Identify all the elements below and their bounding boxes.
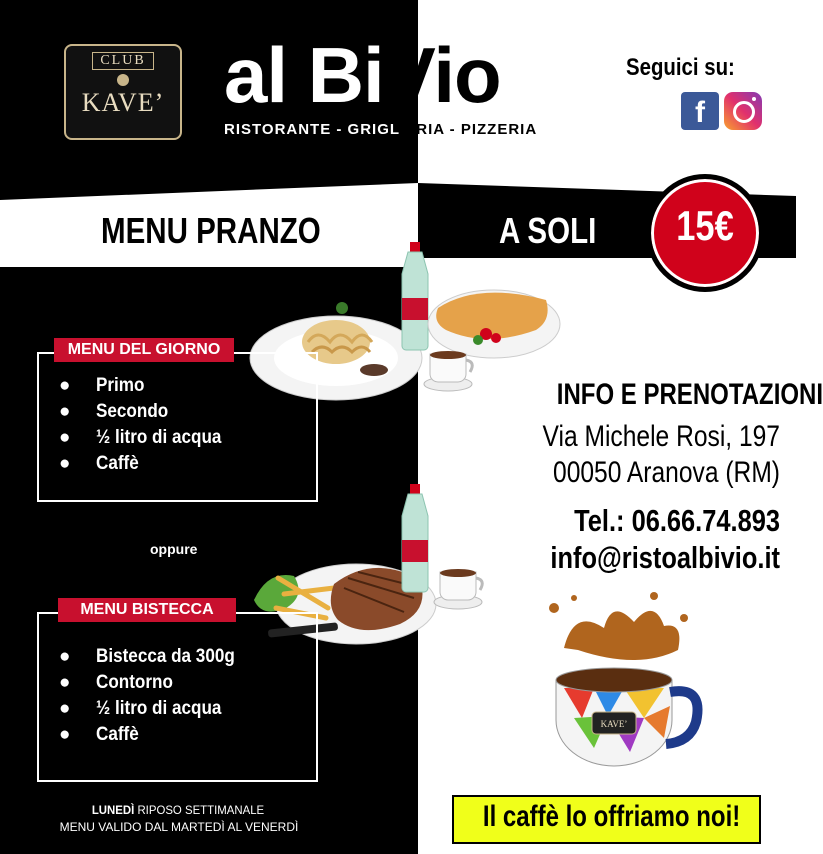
- restaurant-title: [224, 31, 501, 119]
- footer-rest: RIPOSO SETTIMANALE: [134, 803, 265, 817]
- footer-day: LUNEDÌ: [91, 803, 135, 817]
- address-line-2: 00050 Aranova (RM): [553, 456, 780, 489]
- subtitle-part-1: RISTORANTE - GRIGL: [224, 121, 401, 138]
- menu-bistecca-list: ● Bistecca da 300g ● Contorno ● ½ litro di acqua ● Caffè: [59, 646, 235, 745]
- facebook-icon[interactable]: f: [681, 92, 719, 130]
- menu-del-giorno-list: ● Primo ● Secondo ● ½ litro di acqua ● Caffè: [59, 375, 222, 474]
- menu-del-giorno-tag: MENU DEL GIORNO: [54, 338, 234, 362]
- subtitle-part-2: IERIA - PIZZERIA: [400, 121, 538, 138]
- instagram-icon[interactable]: [724, 92, 762, 130]
- price-prefix: A SOLI: [499, 210, 597, 251]
- phone-number[interactable]: Tel.: 06.66.74.893: [574, 503, 780, 538]
- logo-coffee-bean-icon: [117, 74, 129, 86]
- restaurant-subtitle: [224, 121, 537, 138]
- espresso-cup-1-image: [422, 346, 480, 394]
- free-coffee-text: Il caffè lo offriamo noi!: [482, 800, 741, 833]
- email-address[interactable]: info@ristoalbivio.it: [550, 540, 780, 575]
- club-kave-logo: [64, 44, 182, 140]
- title-part-2: Vio: [383, 31, 501, 119]
- oppure-separator: oppure: [150, 541, 198, 557]
- menu-bistecca-tag: MENU BISTECCA: [58, 598, 236, 622]
- price-value: 15€: [676, 202, 734, 249]
- footer-closing-day: [60, 803, 296, 817]
- menu-pranzo-label: MENU PRANZO: [101, 210, 321, 251]
- water-bottle-2-image: [398, 484, 432, 592]
- address-line-1: Via Michele Rosi, 197: [542, 420, 780, 453]
- logo-kave-text: KAVE’: [81, 88, 165, 117]
- info-title: INFO E PRENOTAZIONI: [556, 378, 823, 411]
- cup-kave-text: KAVE’: [600, 719, 628, 729]
- title-part-1: al Bi: [224, 31, 384, 119]
- coffee-cup-splash-image: [534, 588, 704, 778]
- logo-club-text: CLUB: [92, 52, 154, 70]
- follow-us-label: Seguici su:: [626, 54, 735, 81]
- espresso-cup-2-image: [432, 564, 490, 612]
- footer-validity: MENU VALIDO DAL MARTEDÌ AL VENERDÌ: [59, 820, 299, 834]
